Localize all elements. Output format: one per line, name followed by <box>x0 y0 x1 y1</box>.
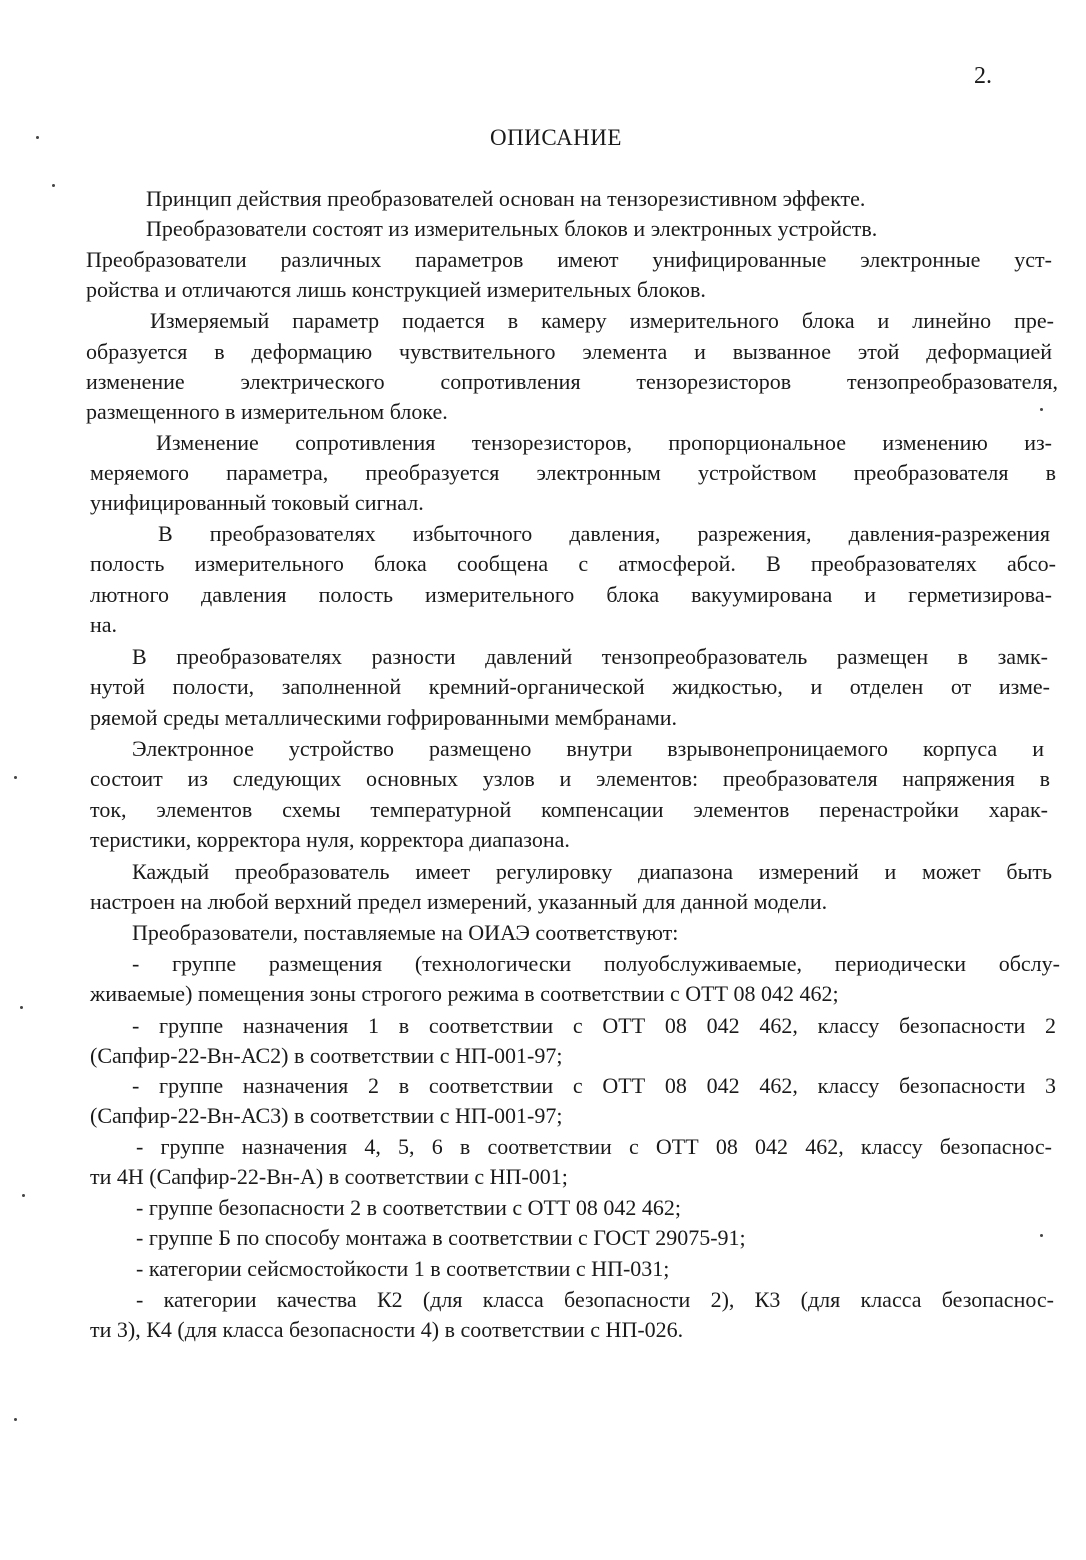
scan-speck <box>52 184 55 187</box>
text-line: ти 4Н (Сапфир-22-Вн-А) в соответствии с НП-001; <box>90 1164 568 1189</box>
scan-speck <box>36 136 39 139</box>
text-line: (Сапфир-22-Вн-АС2) в соответствии с НП-001-97; <box>90 1043 563 1068</box>
text-line: ряемой среды металлическими гофрированными мембранами. <box>90 705 678 730</box>
text-line: - группе Б по способу монтажа в соответствии с ГОСТ 29075-91; <box>136 1225 746 1250</box>
text-line: - группе безопасности 2 в соответствии с ОТТ 08 042 462; <box>136 1195 681 1220</box>
text-line: меряемого параметра, преобразуется электронным устройством преобразователя в <box>90 460 1056 485</box>
text-line: - категории сейсмостойкости 1 в соответствии с НП-031; <box>136 1256 670 1281</box>
scan-speck <box>14 1418 17 1421</box>
scan-speck <box>20 1006 23 1009</box>
text-line: на. <box>90 612 118 637</box>
text-line: - группе назначения 1 в соответствии с ОТТ 08 042 462, классу безопасности 2 <box>132 1013 1056 1038</box>
text-line: Преобразователи состоят из измерительных блоков и электронных устройств. <box>146 216 878 241</box>
text-line: размещенного в измерительном блоке. <box>86 399 448 424</box>
text-line: Электронное устройство размещено внутри взрывонепроницаемого корпуса и <box>132 736 1044 761</box>
text-line: Преобразователи различных параметров имеют унифицированные электронные уст- <box>86 247 1052 272</box>
scan-speck <box>22 1194 25 1197</box>
text-line: полость измерительного блока сообщена с атмосферой. В преобразователях абсо- <box>90 551 1056 576</box>
text-line: Преобразователи, поставляемые на ОИАЭ соответствуют: <box>132 920 679 945</box>
text-line: ток, элементов схемы температурной компенсации элементов перенастройки харак- <box>90 797 1048 822</box>
scan-speck <box>1040 1234 1043 1237</box>
text-line: Измеряемый параметр подается в камеру измерительного блока и линейно пре- <box>150 308 1054 333</box>
page-title: ОПИСАНИЕ <box>490 125 622 150</box>
page-number: 2. <box>974 63 992 89</box>
text-line: состоит из следующих основных узлов и элементов: преобразователя напряжения в <box>90 766 1050 791</box>
text-line: настроен на любой верхний предел измерений, указанный для данной модели. <box>90 889 828 914</box>
text-line: изменение электрического сопротивления тензорезисторов тензопреобразователя, <box>86 369 1058 394</box>
text-line: нутой полости, заполненной кремний-органической жидкостью, и отделен от изме- <box>90 674 1050 699</box>
text-line: образуется в деформацию чувствительного элемента и вызванное этой деформацией <box>86 339 1052 364</box>
text-line: - группе назначения 4, 5, 6 в соответствии с ОТТ 08 042 462, классу безопаснос- <box>136 1134 1052 1159</box>
text-line: В преобразователях разности давлений тензопреобразователь размещен в замк- <box>132 644 1048 669</box>
text-line: - категории качества К2 (для класса безопасности 2), К3 (для класса безопаснос- <box>136 1287 1054 1312</box>
text-line: - группе назначения 2 в соответствии с ОТТ 08 042 462, классу безопасности 3 <box>132 1073 1056 1098</box>
text-line: ти 3), К4 (для класса безопасности 4) в соответствии с НП-026. <box>90 1317 684 1342</box>
text-line: Изменение сопротивления тензорезисторов, пропорциональное изменению из- <box>156 430 1052 455</box>
scan-speck <box>14 776 17 779</box>
text-line: живаемые) помещения зоны строгого режима в соответствии с ОТТ 08 042 462; <box>90 981 839 1006</box>
text-line: В преобразователях избыточного давления, разрежения, давления-разрежения <box>158 521 1050 546</box>
text-line: Принцип действия преобразователей основан на тензорезистивном эффекте. <box>146 186 866 211</box>
text-line: (Сапфир-22-Вн-АС3) в соответствии с НП-001-97; <box>90 1103 563 1128</box>
text-line: унифицированный токовый сигнал. <box>90 490 424 515</box>
scan-speck <box>1040 408 1043 411</box>
text-line: теристики, корректора нуля, корректора диапазона. <box>90 827 570 852</box>
text-line: ройства и отличаются лишь конструкцией измерительных блоков. <box>86 277 706 302</box>
text-line: - группе размещения (технологически полуобслуживаемые, периодически обслу- <box>132 951 1060 976</box>
text-line: лютного давления полость измерительного блока вакуумирована и герметизирова- <box>90 582 1052 607</box>
text-line: Каждый преобразователь имеет регулировку диапазона измерений и может быть <box>132 859 1052 884</box>
